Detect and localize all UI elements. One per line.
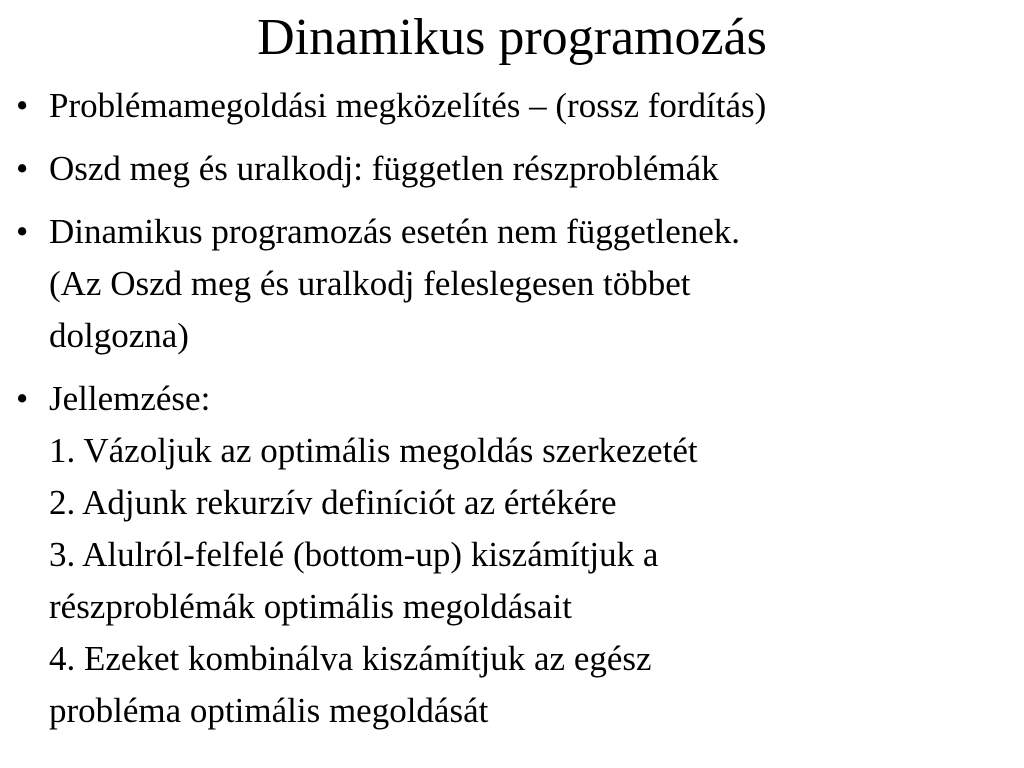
step-line: 2. Adjunk rekurzív definíciót az értékére xyxy=(49,483,617,522)
bullet-item xyxy=(16,206,1006,362)
bullet-text-line: (Az Oszd meg és uralkodj feleslegesen többet xyxy=(49,264,691,303)
step-line: probléma optimális megoldását xyxy=(49,691,489,730)
bullet-text-line: Oszd meg és uralkodj: független részproblémák xyxy=(49,149,719,188)
bullet-text-line: Problémamegoldási megközelítés – (rossz fordítás) xyxy=(49,86,767,125)
bullet-item xyxy=(16,80,1006,132)
bullet-item xyxy=(16,373,1006,737)
bullet-marker: • xyxy=(16,86,29,125)
slide-title: Dinamikus programozás xyxy=(257,9,767,66)
bullet-marker: • xyxy=(16,379,29,418)
bullet-text-line: dolgozna) xyxy=(49,316,189,355)
step-line: 4. Ezeket kombinálva kiszámítjuk az egész xyxy=(49,639,652,678)
bullet-item xyxy=(16,143,1006,195)
bullet-marker: • xyxy=(16,149,29,188)
bullet-marker: • xyxy=(16,212,29,251)
step-line: 3. Alulról-felfelé (bottom-up) kiszámítjuk a xyxy=(49,535,659,574)
step-line: 1. Vázoljuk az optimális megoldás szerkezetét xyxy=(49,431,698,470)
bullet-list xyxy=(16,80,1006,748)
bullet-text-line: Jellemzése: xyxy=(49,379,211,418)
step-line: részproblémák optimális megoldásait xyxy=(49,587,572,626)
bullet-text-line: Dinamikus programozás esetén nem függetlenek. xyxy=(49,212,741,251)
